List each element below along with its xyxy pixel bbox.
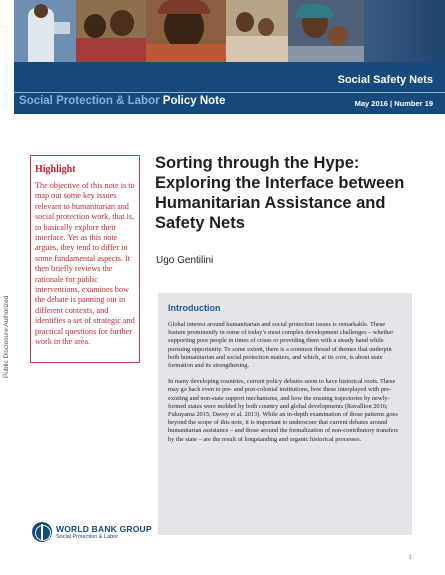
header-band	[14, 62, 445, 114]
highlight-box	[30, 155, 140, 363]
document-title: Sorting through the Hype: Exploring the Interface between Humanitarian Assistance and Safety Nets	[155, 154, 405, 232]
photo-children	[76, 0, 146, 62]
intro-paragraph-1: Global interest around humanitarian and social protection issues is remarkable. These feature prominently in some of today’s most complex development challenges – whether supporting poor people in times of crises or providing them with a steady hand while pursuing opportunity. To some extent, there is a common thread of themes that underpin both humanitarian and social protection matters, and which, at its core, is about state formation and its strengthening.	[168, 321, 394, 370]
disclosure-label-top: Public Disclosure Authorized	[3, 25, 10, 108]
logo-unit: Social Protection & Labor	[56, 534, 119, 540]
cover-photo-strip	[14, 0, 445, 62]
world-bank-logo	[32, 522, 152, 542]
photo-mother-baby	[288, 0, 364, 62]
topic-label: Social Safety Nets	[337, 74, 433, 86]
series-suffix: Policy Note	[162, 95, 226, 107]
page-number: 1	[408, 555, 412, 561]
series-label	[19, 95, 225, 107]
disclosure-label-middle: Public Disclosure Authorized	[3, 295, 10, 378]
photo-family	[226, 0, 288, 62]
photo-backdrop	[364, 0, 445, 62]
header-divider	[14, 92, 445, 93]
introduction-section	[158, 293, 412, 535]
issue-date-number: May 2016 | Number 19	[354, 99, 433, 108]
intro-paragraph-2: In many developing countries, current policy debates seem to have historical roots. These may go back even to pre- and post-colonial institutions, how these interplayed with pre-existing and non-state support mechanisms, and how the ensuing trajectories by newly-formed states were molded by both country and global developments (Ravallion 2016; Fukuyama 2015; Davey et al. 2013). While an in-depth examination of those patterns goes beyond the scope of this note, it is important to underscore that current debates around humanitarian assistance – and those around the formalization of non-contributory transfers by the state – are the result of longstanding and organic historical processes.	[168, 378, 399, 443]
series-prefix: Social Protection & Labor	[19, 95, 163, 107]
highlight-title: Highlight	[35, 164, 76, 175]
globe-icon	[32, 522, 52, 542]
photo-woman	[146, 0, 226, 62]
author-name: Ugo Gentilini	[156, 255, 214, 266]
highlight-text: The objective of this note is to map out some key issues relevant to humanitarian and social protection work, that is, to basically explore their interface. Yet as this note argues, they tend to differ in some fundamental aspects. It then briefly reviews the rationale for public interventions, examines how the debate is panning out in different contexts, and identifies a set of strategic and practical questions for further work in the area.	[35, 181, 135, 347]
introduction-heading: Introduction	[168, 303, 221, 313]
logo-name: WORLD BANK GROUP	[56, 524, 152, 534]
photo-worker	[14, 0, 76, 62]
